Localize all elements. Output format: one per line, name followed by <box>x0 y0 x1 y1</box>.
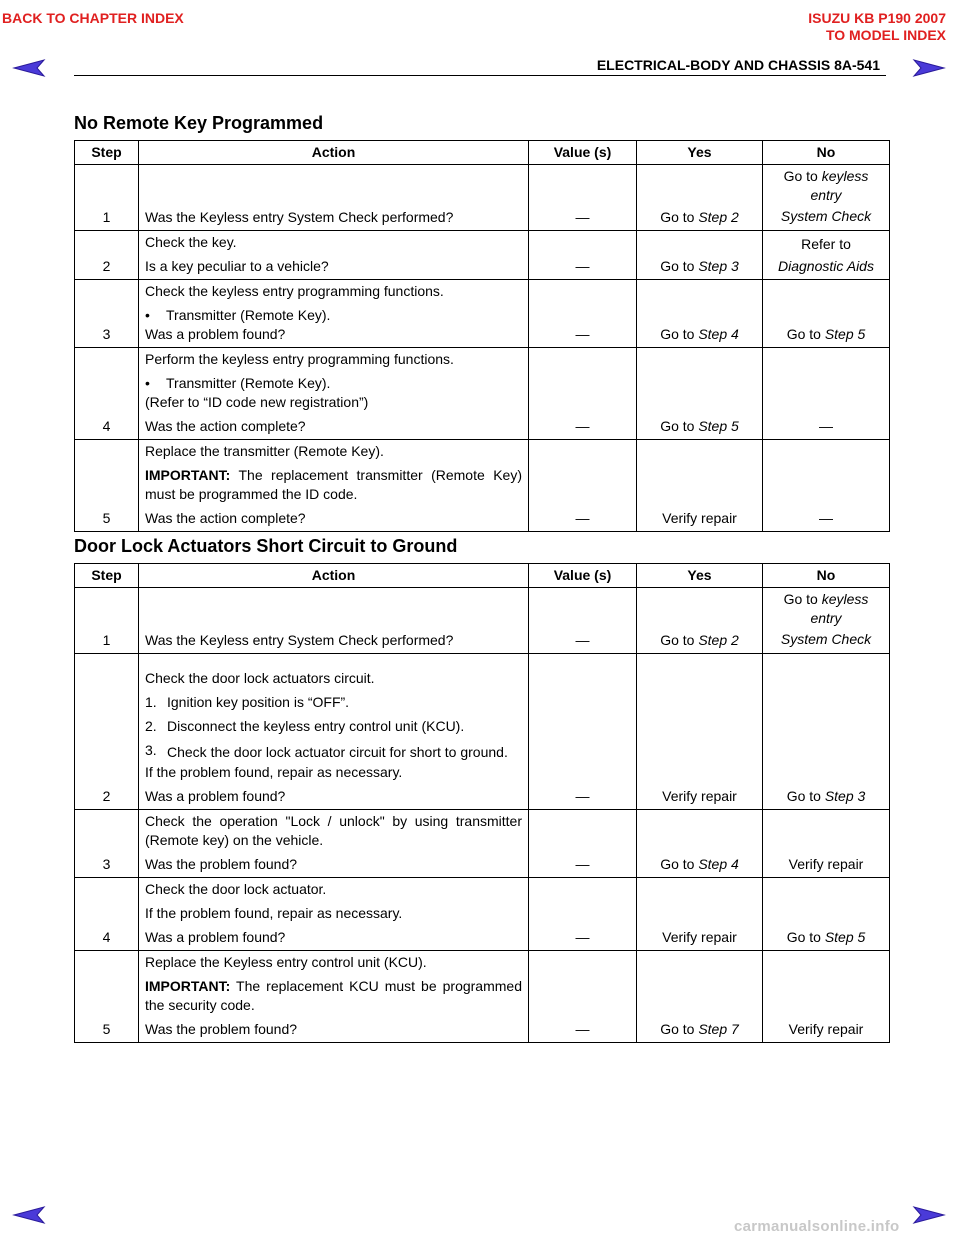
no-cell: Verify repair <box>763 810 890 878</box>
item-number: 1. <box>145 694 157 710</box>
no-step-ref: Step 5 <box>824 326 866 342</box>
action-line: Was the Keyless entry System Check performed? <box>145 632 454 648</box>
footer-watermark: carmanualsonline.info <box>734 1218 900 1235</box>
action-note: (Refer to “ID code new registration”) <box>145 394 369 410</box>
yes-cell <box>637 951 763 1043</box>
action-question: Was the action complete? <box>145 510 306 526</box>
back-to-chapter-index-link[interactable]: BACK TO CHAPTER INDEX <box>2 10 184 26</box>
value-cell: — <box>529 810 637 878</box>
table-row <box>75 348 890 440</box>
important-note <box>145 466 522 504</box>
yes-cell: Verify repair <box>637 440 763 532</box>
column-header-value: Value (s) <box>529 141 637 165</box>
step-number: 4 <box>75 348 139 440</box>
step-number: 2 <box>75 231 139 280</box>
bullet-item <box>145 306 522 325</box>
table-row <box>75 878 890 951</box>
arrow-shape <box>914 60 944 76</box>
table-row <box>75 588 890 654</box>
action-question: Was the action complete? <box>145 418 306 434</box>
item-number: 2. <box>145 718 157 734</box>
previous-page-arrow-icon[interactable] <box>12 1205 46 1225</box>
no-prefix: Go to <box>786 788 825 804</box>
action-line: Replace the Keyless entry control unit (KCU). <box>145 954 427 970</box>
table-header-row <box>75 141 890 165</box>
action-question: Was a problem found? <box>145 326 286 342</box>
action-cell <box>139 348 529 440</box>
diagnostic-table-no-remote-key <box>74 140 890 532</box>
yes-step-ref: Step 7 <box>698 1021 739 1037</box>
no-prefix: Go to <box>783 168 822 184</box>
bullet-text: Transmitter (Remote Key). <box>166 307 331 323</box>
action-question: Is a key peculiar to a vehicle? <box>145 258 329 274</box>
no-ref-system-check: System Check <box>780 208 872 224</box>
yes-prefix: Go to <box>660 1021 699 1037</box>
action-cell <box>139 440 529 532</box>
value-cell: — <box>529 348 637 440</box>
step-number: 4 <box>75 878 139 951</box>
to-model-index-label: TO MODEL INDEX <box>825 27 946 43</box>
yes-cell <box>637 810 763 878</box>
numbered-item <box>145 717 522 736</box>
column-header-action: Action <box>139 564 529 588</box>
no-cell: Verify repair <box>763 951 890 1043</box>
yes-prefix: Go to <box>660 326 699 342</box>
table-row <box>75 440 890 532</box>
action-cell <box>139 588 529 654</box>
action-question: Was a problem found? <box>145 929 286 945</box>
value-cell: — <box>529 654 637 810</box>
action-cell <box>139 878 529 951</box>
action-note: If the problem found, repair as necessary. <box>145 764 403 780</box>
no-prefix: Go to <box>786 929 825 945</box>
yes-cell <box>637 280 763 348</box>
page-header-title: ELECTRICAL-BODY AND CHASSIS 8A-541 <box>596 57 880 73</box>
step-number: 2 <box>75 654 139 810</box>
yes-step-ref: Step 4 <box>698 856 739 872</box>
model-index-link[interactable] <box>808 10 946 44</box>
section-title-no-remote-key: No Remote Key Programmed <box>74 113 324 133</box>
bullet-item <box>145 374 522 393</box>
table-row <box>75 280 890 348</box>
value-cell: — <box>529 951 637 1043</box>
column-header-value: Value (s) <box>529 564 637 588</box>
no-prefix: Go to <box>783 591 822 607</box>
next-page-arrow-icon[interactable] <box>912 58 946 78</box>
action-line: Was the Keyless entry System Check performed? <box>145 209 454 225</box>
yes-prefix: Go to <box>660 632 699 648</box>
model-title: ISUZU KB P190 2007 <box>808 10 946 26</box>
step-number: 5 <box>75 951 139 1043</box>
step-number: 1 <box>75 588 139 654</box>
yes-cell <box>637 348 763 440</box>
section-title-door-lock-short: Door Lock Actuators Short Circuit to Ground <box>74 536 458 556</box>
yes-step-ref: Step 2 <box>698 632 739 648</box>
bullet-icon: • <box>145 307 150 323</box>
yes-cell: Verify repair <box>637 654 763 810</box>
table-header-row <box>75 564 890 588</box>
arrow-shape <box>914 1207 944 1223</box>
important-label: IMPORTANT: <box>145 467 231 483</box>
numbered-item <box>145 693 522 712</box>
important-note <box>145 977 522 1015</box>
action-note: If the problem found, repair as necessary. <box>145 905 403 921</box>
no-step-ref: Step 3 <box>824 788 866 804</box>
yes-step-ref: Step 4 <box>698 326 739 342</box>
no-refer-label: Refer to <box>801 236 851 252</box>
no-ref-keyless-entry: keyless entry <box>810 591 869 626</box>
important-text: The replacement KCU must be programmed the security code. <box>145 978 522 1013</box>
arrow-shape <box>14 1207 44 1223</box>
no-cell <box>763 231 890 280</box>
no-step-ref: Step 5 <box>824 929 866 945</box>
action-question: Was a problem found? <box>145 788 286 804</box>
column-header-no: No <box>763 564 890 588</box>
column-header-step: Step <box>75 141 139 165</box>
step-number: 3 <box>75 280 139 348</box>
bullet-text: Transmitter (Remote Key). <box>166 375 331 391</box>
yes-step-ref: Step 5 <box>698 418 739 434</box>
column-header-yes: Yes <box>637 141 763 165</box>
important-text: The replacement transmitter (Remote Key) must be programmed the ID code. <box>145 467 522 502</box>
bullet-icon: • <box>145 375 150 391</box>
next-page-arrow-icon[interactable] <box>912 1205 946 1225</box>
no-prefix: Go to <box>786 326 825 342</box>
no-cell <box>763 654 890 810</box>
action-cell <box>139 231 529 280</box>
table-row <box>75 654 890 810</box>
table-row <box>75 810 890 878</box>
yes-step-ref: Step 2 <box>698 209 739 225</box>
yes-cell <box>637 231 763 280</box>
yes-prefix: Go to <box>660 258 699 274</box>
table-row <box>75 165 890 231</box>
table-row <box>75 231 890 280</box>
column-header-action: Action <box>139 141 529 165</box>
action-cell <box>139 280 529 348</box>
item-number: 3. <box>145 742 157 758</box>
action-cell <box>139 951 529 1043</box>
action-cell <box>139 810 529 878</box>
column-header-yes: Yes <box>637 564 763 588</box>
yes-prefix: Go to <box>660 418 699 434</box>
numbered-item <box>145 741 522 763</box>
action-cell <box>139 654 529 810</box>
no-cell <box>763 280 890 348</box>
action-line: Perform the keyless entry programming functions. <box>145 351 454 367</box>
item-text: Ignition key position is “OFF”. <box>167 694 350 710</box>
action-question: Was the problem found? <box>145 856 298 872</box>
action-line: Check the door lock actuator. <box>145 881 327 897</box>
yes-cell: Verify repair <box>637 878 763 951</box>
table-row <box>75 951 890 1043</box>
item-text: Check the door lock actuator circuit for short to ground. <box>167 744 508 760</box>
value-cell: — <box>529 165 637 231</box>
action-cell <box>139 165 529 231</box>
arrow-shape <box>14 60 44 76</box>
no-ref-system-check: System Check <box>780 631 872 647</box>
no-cell: — <box>763 440 890 532</box>
value-cell: — <box>529 588 637 654</box>
item-text: Disconnect the keyless entry control unit (KCU). <box>167 718 465 734</box>
previous-page-arrow-icon[interactable] <box>12 58 46 78</box>
no-cell: — <box>763 348 890 440</box>
diagnostic-table-door-lock-short <box>74 563 890 1043</box>
column-header-step: Step <box>75 564 139 588</box>
header-divider <box>74 75 886 76</box>
yes-prefix: Go to <box>660 209 699 225</box>
value-cell: — <box>529 440 637 532</box>
action-line: Check the key. <box>145 234 237 250</box>
value-cell: — <box>529 231 637 280</box>
step-number: 3 <box>75 810 139 878</box>
yes-cell <box>637 588 763 654</box>
action-line: Check the keyless entry programming functions. <box>145 283 444 299</box>
important-label: IMPORTANT: <box>145 978 231 994</box>
value-cell: — <box>529 878 637 951</box>
column-header-no: No <box>763 141 890 165</box>
no-ref-keyless-entry: keyless entry <box>810 168 869 203</box>
step-number: 5 <box>75 440 139 532</box>
no-ref-diagnostic-aids: Diagnostic Aids <box>778 258 874 274</box>
action-line: Replace the transmitter (Remote Key). <box>145 443 384 459</box>
action-line: Check the door lock actuators circuit. <box>145 670 375 686</box>
yes-step-ref: Step 3 <box>698 258 739 274</box>
yes-prefix: Go to <box>660 856 699 872</box>
no-cell <box>763 165 890 231</box>
no-cell <box>763 878 890 951</box>
no-cell <box>763 588 890 654</box>
step-number: 1 <box>75 165 139 231</box>
value-cell: — <box>529 280 637 348</box>
action-line: Check the operation "Lock / unlock" by using transmitter (Remote key) on the vehicle. <box>145 813 522 848</box>
action-question: Was the problem found? <box>145 1021 298 1037</box>
yes-cell <box>637 165 763 231</box>
